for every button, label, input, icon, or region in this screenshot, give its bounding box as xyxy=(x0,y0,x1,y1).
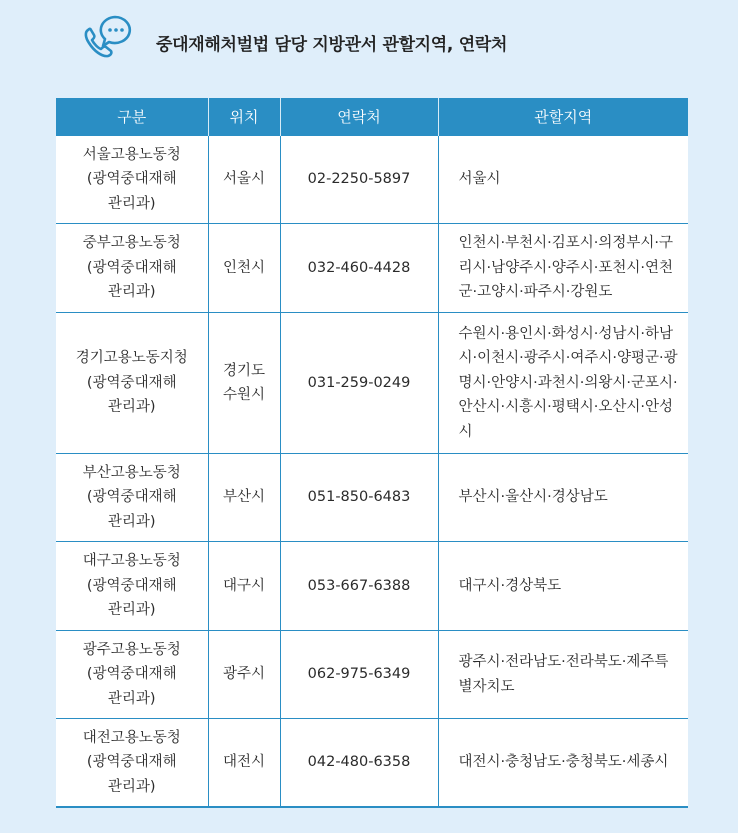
column-header-contact: 연락처 xyxy=(280,98,438,136)
column-header-location: 위치 xyxy=(208,98,280,136)
office-cell xyxy=(56,542,208,631)
area-cell: 인천시·부천시·김포시·의정부시·구리시·남양주시·양주시·포천시·연천군·고양시·파주시·강원도 xyxy=(438,224,688,313)
area-cell: 대구시·경상북도 xyxy=(438,542,688,631)
phone-cell: 053-667-6388 xyxy=(280,542,438,631)
table-row xyxy=(56,631,688,719)
office-cell xyxy=(56,631,208,719)
office-dept: (광역중대재해 xyxy=(86,489,177,506)
office-dept: 관리과) xyxy=(107,778,156,795)
office-dept: 관리과) xyxy=(107,513,156,530)
phone-cell: 042-480-6358 xyxy=(280,719,438,807)
column-header-jurisdiction: 관할지역 xyxy=(438,98,688,136)
area-cell: 대전시·충청남도·충청북도·세종시 xyxy=(438,719,688,807)
location-cell: 대전시 xyxy=(208,719,280,807)
location-cell: 광주시 xyxy=(208,631,280,719)
table-header-row xyxy=(56,98,688,136)
phone-chat-icon xyxy=(82,14,134,60)
office-dept: (광역중대재해 xyxy=(86,577,177,594)
column-header-division: 구분 xyxy=(56,98,208,136)
phone-cell: 031-259-0249 xyxy=(280,313,438,454)
phone-cell: 051-850-6483 xyxy=(280,454,438,542)
office-cell xyxy=(56,454,208,542)
table-row xyxy=(56,313,688,454)
table-row xyxy=(56,542,688,631)
office-dept: (광역중대재해 xyxy=(86,666,177,683)
table-row xyxy=(56,136,688,224)
jurisdiction-table-wrapper xyxy=(56,98,688,808)
office-dept: 관리과) xyxy=(107,284,156,301)
office-dept: (광역중대재해 xyxy=(86,754,177,770)
office-cell xyxy=(56,136,208,224)
office-dept: 관리과) xyxy=(107,399,156,416)
page-header xyxy=(82,14,507,60)
office-name: 경기고용노동지청 xyxy=(75,350,188,367)
phone-cell: 062-975-6349 xyxy=(280,631,438,719)
office-name: 서울고용노동청 xyxy=(82,146,181,163)
office-cell xyxy=(56,313,208,454)
area-cell: 서울시 xyxy=(438,136,688,224)
office-dept: 관리과) xyxy=(107,690,156,707)
location-cell: 경기도 수원시 xyxy=(208,313,280,454)
office-name: 부산고용노동청 xyxy=(82,464,181,481)
office-name: 중부고용노동청 xyxy=(82,235,181,252)
area-cell: 광주시·전라남도·전라북도·제주특별자치도 xyxy=(438,631,688,719)
area-cell: 수원시·용인시·화성시·성남시·하남시·이천시·광주시·여주시·양평군·광명시·안양시·과천시·의왕시·군포시·안산시·시흥시·평택시·오산시·안성시 xyxy=(438,313,688,454)
location-cell: 인천시 xyxy=(208,224,280,313)
table-row xyxy=(56,454,688,542)
office-dept: 관리과) xyxy=(107,195,156,212)
office-cell xyxy=(56,224,208,313)
table-row xyxy=(56,719,688,807)
location-cell: 부산시 xyxy=(208,454,280,542)
office-dept: (광역중대재해 xyxy=(86,171,177,188)
office-dept: (광역중대재해 xyxy=(86,374,177,391)
page-title: 중대재해처벌법 담당 지방관서 관할지역, 연락처 xyxy=(156,34,508,55)
office-name: 대구고용노동청 xyxy=(82,553,181,570)
location-cell: 서울시 xyxy=(208,136,280,224)
area-cell: 부산시·울산시·경상남도 xyxy=(438,454,688,542)
phone-cell: 02-2250-5897 xyxy=(280,136,438,224)
office-dept: 관리과) xyxy=(107,602,156,619)
phone-cell: 032-460-4428 xyxy=(280,224,438,313)
office-cell xyxy=(56,719,208,807)
table-row xyxy=(56,224,688,313)
office-dept: (광역중대재해 xyxy=(86,259,177,276)
office-name: 대전고용노동청 xyxy=(82,729,181,746)
location-cell: 대구시 xyxy=(208,542,280,631)
jurisdiction-table xyxy=(56,98,688,808)
office-name: 광주고용노동청 xyxy=(82,641,181,658)
